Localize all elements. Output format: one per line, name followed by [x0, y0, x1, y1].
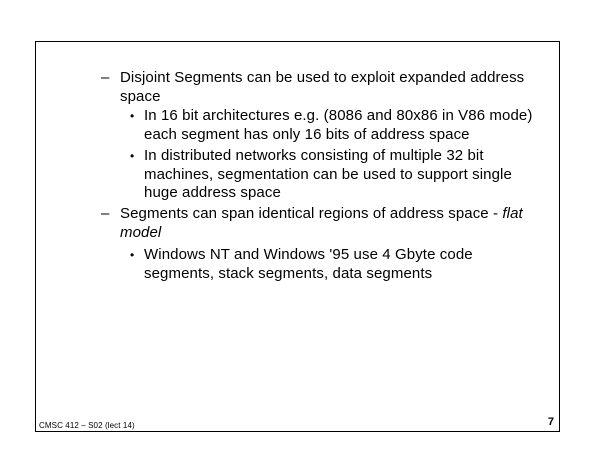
dot-bullet-icon: • — [130, 248, 135, 262]
dash-bullet-icon: – — [101, 205, 110, 222]
dot-bullet-icon: • — [130, 149, 135, 163]
bullet-16bit-architectures: In 16 bit architectures e.g. (8086 and 80x86 in V86 mode) each segment has only 16 bits of address space — [144, 107, 533, 143]
flat-model-text: Segments can span identical regions of address space - — [120, 205, 503, 222]
slide-footer: CMSC 412 – S02 (lect 14) — [39, 421, 135, 430]
bullet-disjoint-segments: Disjoint Segments can be used to exploit expanded address space — [120, 69, 525, 105]
bullet-flat-model — [120, 205, 540, 242]
page-number: 7 — [547, 416, 554, 428]
bullet-distributed-networks: In distributed networks consisting of multiple 32 bit machines, segmentation can be used to support single huge address space — [144, 147, 512, 201]
bullet-windows-segments: Windows NT and Windows '95 use 4 Gbyte code segments, stack segments, data segments — [144, 246, 473, 282]
dot-bullet-icon: • — [130, 109, 135, 123]
dash-bullet-icon: – — [101, 69, 110, 86]
flat-model-italic: flat model — [120, 205, 523, 241]
